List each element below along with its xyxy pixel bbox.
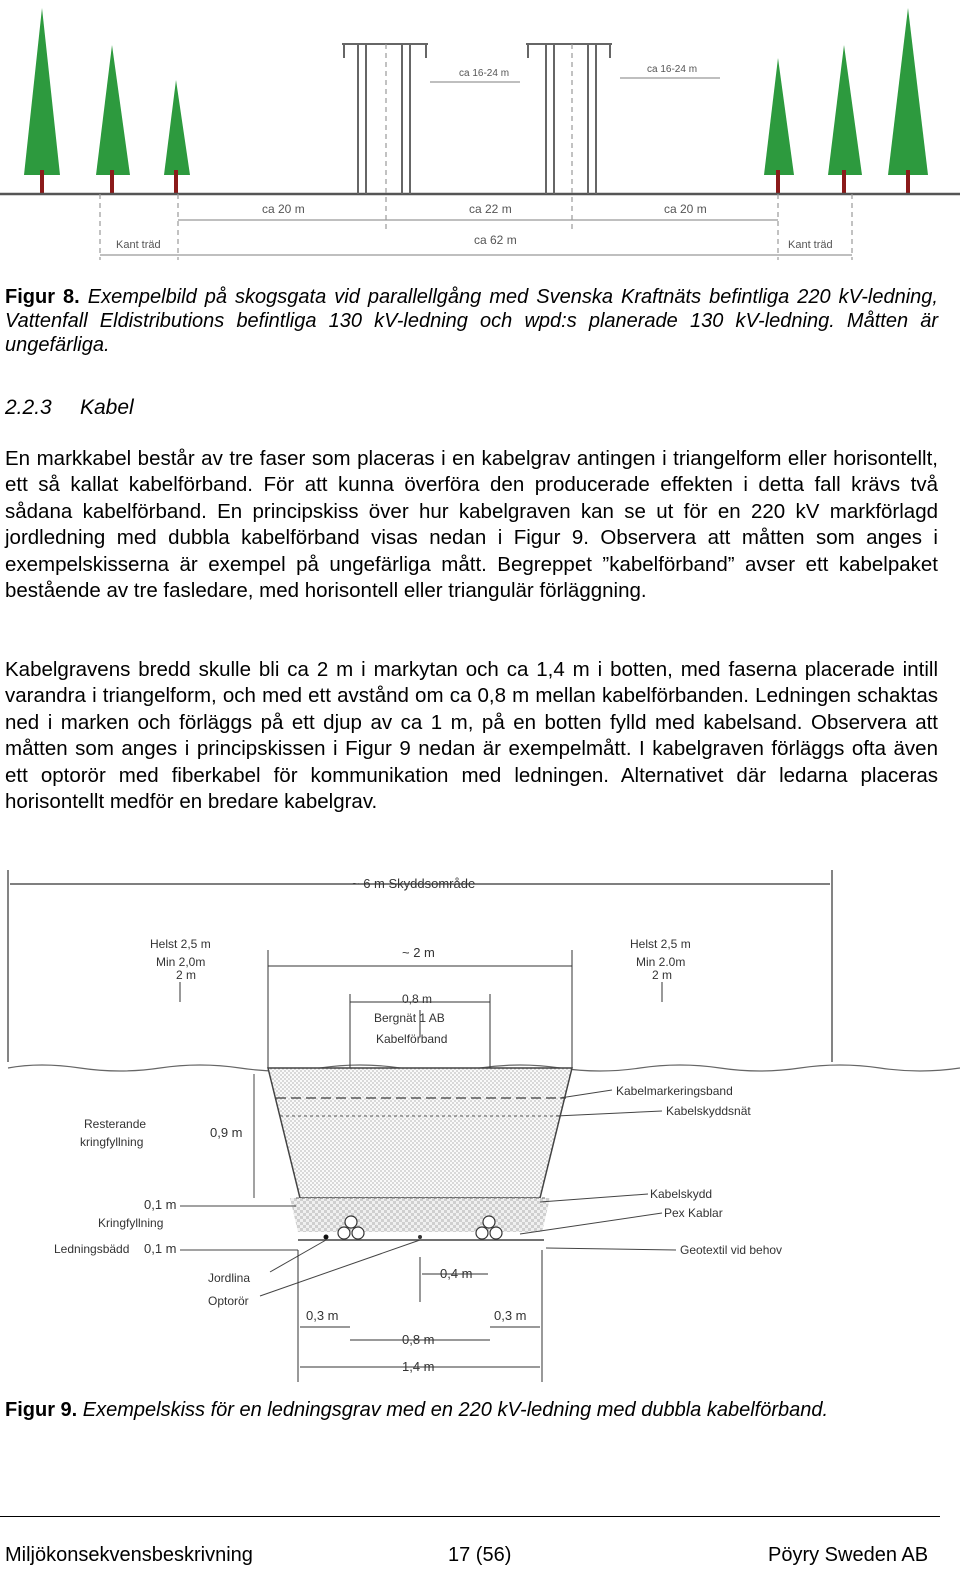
right-margin-line3: 2 m: [652, 968, 673, 982]
tree-left-1: [24, 8, 60, 194]
figure-9-cable-trench-diagram: [0, 862, 960, 1387]
left-margin-line1: Helst 2,5 m: [150, 937, 211, 951]
left-margin-line3: 2 m: [176, 968, 197, 982]
dist-left-label: ca 20 m: [262, 202, 305, 216]
paragraph-2: Kabelgravens bredd skulle bli ca 2 m i markytan och ca 1,4 m i botten, med faserna placerade intill varandra i triangelform, och med ett avstånd om ca 0,8 m mellan kabelförbanden. Ledningen schaktas ned i marken och förläggs på ett djup av ca 1 m, på en botten fylld med kabelsand. Observera att måtten som anges i principskissen i Figur 9 nedan är exempelmått. I kabelgraven förläggs ofta även ett optorör med fiberkabel för kommunikation med ledningen. Alternativet där ledarna placeras horisontellt medför en bredare kabelgrav.: [5, 658, 938, 814]
figure-8-label: Figur 8.: [5, 286, 80, 308]
surround-depth-label: 0,1 m: [144, 1197, 177, 1212]
bedding-label: Ledningsbädd: [54, 1242, 130, 1256]
edge-right-label: Kant träd: [788, 239, 833, 251]
earth-wire-dot: [324, 1235, 329, 1240]
section-heading: [5, 396, 134, 420]
opto-tube-dot: [418, 1235, 422, 1239]
span-right-label: ca 16-24 m: [647, 64, 698, 75]
dist-mid-label: ca 22 m: [469, 202, 512, 216]
section-title: Kabel: [80, 396, 134, 419]
right-margin-line2: Min 2.0m: [636, 955, 686, 969]
depth-label: 0,9 m: [210, 1125, 243, 1140]
figure-9-caption: [5, 1398, 938, 1422]
between-bundles-label: 0,8 m: [402, 1332, 435, 1347]
earth-wire-label: Jordlina: [208, 1271, 251, 1285]
edge-left-label: Kant träd: [116, 239, 161, 251]
owner-label: Bergnät 1 AB: [374, 1011, 445, 1025]
tree-right-3: [888, 8, 928, 194]
figure-8-forest-corridor-diagram: [0, 0, 960, 268]
residual-fill-line2: kringfyllning: [80, 1135, 144, 1149]
figure-8-caption: [5, 285, 938, 357]
total-label: ca 62 m: [474, 233, 517, 247]
footer-divider: [0, 1516, 940, 1517]
side-left-label: 0,3 m: [306, 1308, 339, 1323]
side-right-label: 0,3 m: [494, 1308, 527, 1323]
dist-right-label: ca 20 m: [664, 202, 707, 216]
bedding-depth-label: 0,1 m: [144, 1241, 177, 1256]
tree-left-2: [96, 45, 130, 194]
pex-cables-label: Pex Kablar: [664, 1206, 723, 1220]
opto-tube-label: Optorör: [208, 1294, 249, 1308]
bundle-label: Kabelförband: [376, 1032, 448, 1046]
residual-fill-line1: Resterande: [84, 1117, 147, 1131]
cable-surround: [292, 1198, 548, 1217]
tree-right-1: [764, 58, 794, 194]
cable-guard-net-label: Kabelskyddsnät: [666, 1104, 751, 1118]
right-margin-line1: Helst 2,5 m: [630, 937, 691, 951]
section-number: 2.2.3: [5, 396, 52, 419]
left-margin-line2: Min 2,0m: [156, 955, 206, 969]
span-left-label: ca 16-24 m: [459, 68, 510, 79]
figure-9-caption-text: Exempelskiss för en ledningsgrav med en 220 kV-ledning med dubbla kabelförband.: [77, 1399, 829, 1421]
tree-right-2: [828, 45, 862, 194]
figure-8-caption-text: Exempelbild på skogsgata vid parallellgång med Svenska Kraftnäts befintliga 220 kV-ledning, Vattenfall Eldistributions befintliga 130 kV-ledning och wpd:s planerade 130 kV-ledning. Måtten är ungefärliga.: [5, 286, 938, 356]
footer-page-number: 17 (56): [448, 1544, 512, 1566]
trench-top-width-label: ~ 2 m: [402, 945, 435, 960]
surround-label: Kringfyllning: [98, 1216, 164, 1230]
bundle-spacing-label: 0,8 m: [402, 992, 433, 1006]
footer-company: Pöyry Sweden AB: [768, 1544, 929, 1566]
figure-9-label: Figur 9.: [5, 1399, 78, 1421]
tree-left-3: [164, 80, 190, 194]
pylon-right: [526, 44, 612, 194]
marking-band-label: Kabelmarkeringsband: [616, 1084, 733, 1098]
inner-spacing-label: 0,4 m: [440, 1266, 473, 1281]
paragraph-1: En markkabel består av tre faser som placeras i en kabelgrav antingen i triangelform eller horisontellt, ett så kallat kabelförband. För att kunna överföra den producerade effekten i detta fall krävs två sådana kabelförband. En principskiss över hur kabelgraven kan se ut för en 220 kV markförlagd jordledning med dubbla kabelförband visas nedan i Figur 9. Observera att måtten som anges i exempelskisserna är exempel på ungefärliga mått. Begreppet ”kabelförband” avser ett kabelpaket bestående av tre fasledare, med horisontell eller triangulär förläggning.: [5, 447, 938, 603]
trench-backfill: [268, 1068, 572, 1198]
protection-zone-label: ~ 6 m Skyddsområde: [352, 876, 476, 891]
cable-protection-label: Kabelskydd: [650, 1187, 713, 1201]
geotextile-label: Geotextil vid behov: [680, 1243, 783, 1257]
trench-bottom-width-label: 1,4 m: [402, 1359, 435, 1374]
footer-document-title: Miljökonsekvensbeskrivning: [5, 1544, 253, 1566]
pylon-left: [342, 44, 428, 194]
